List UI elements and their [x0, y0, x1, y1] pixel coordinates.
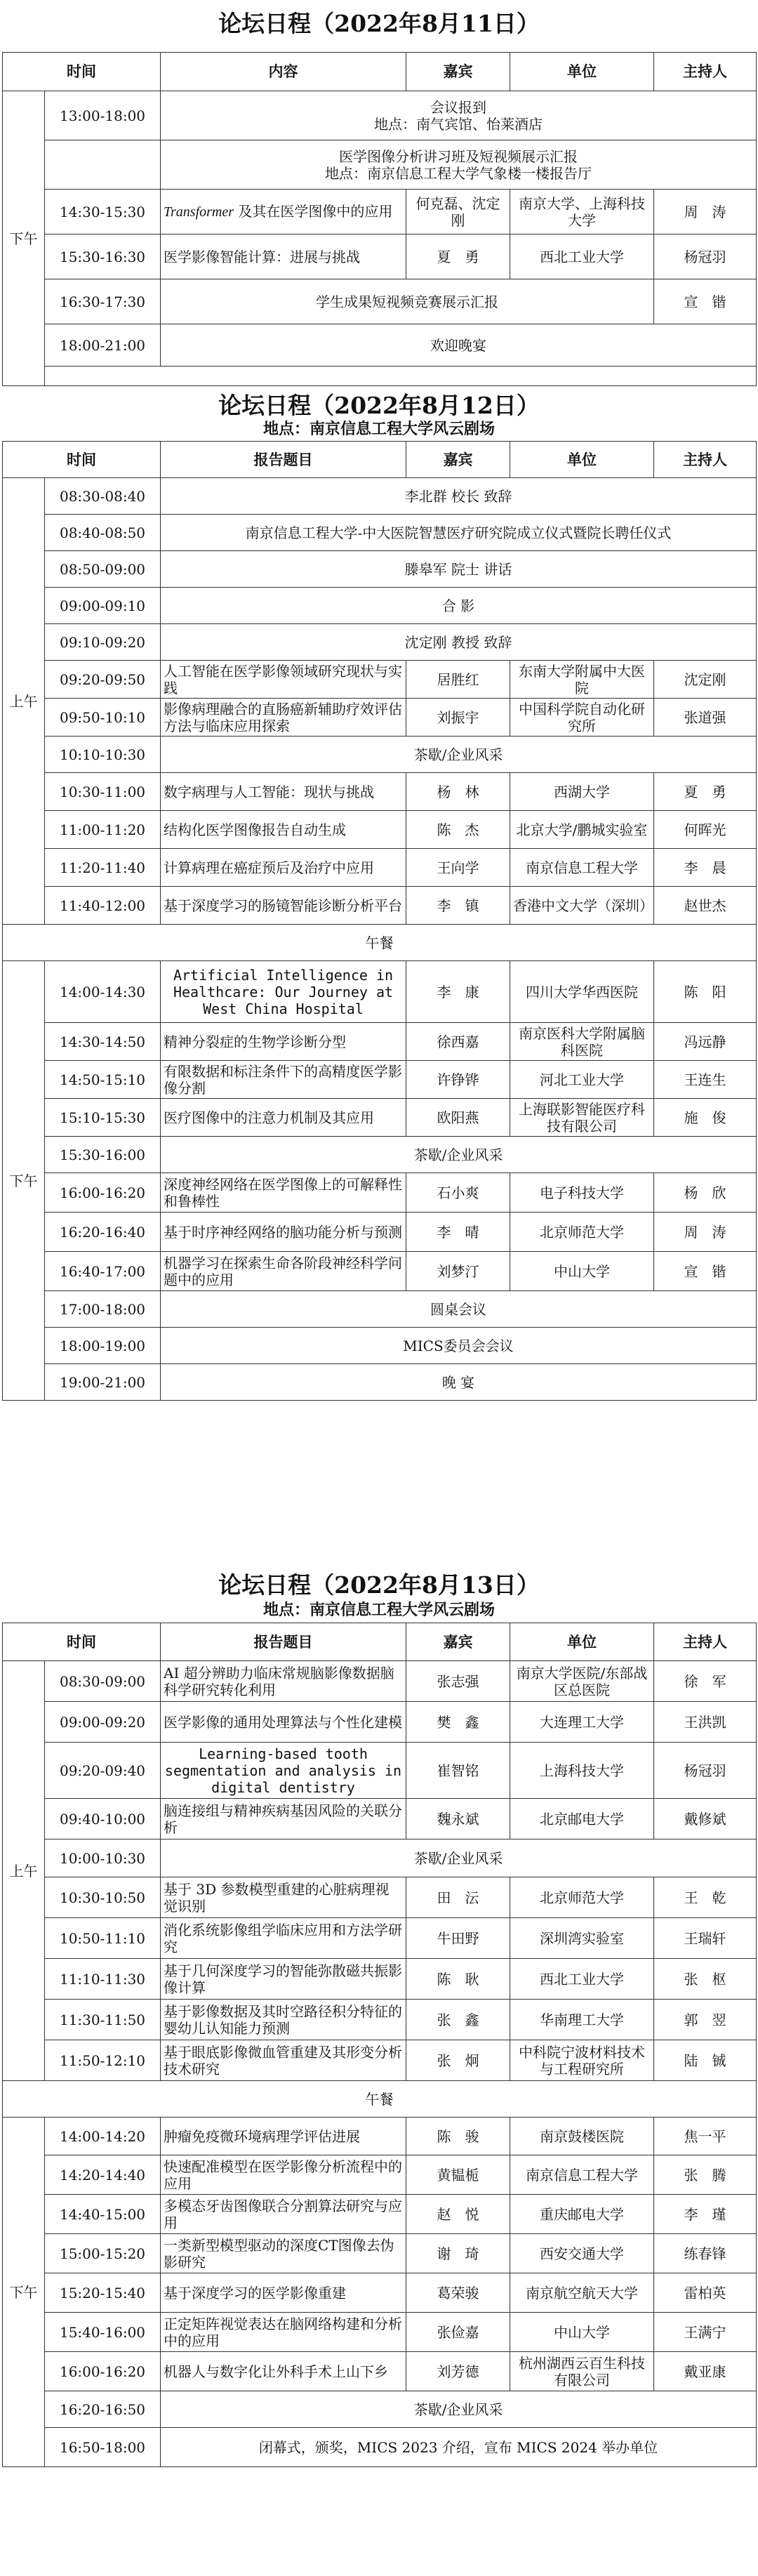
time-cell: 08:40-08:50	[45, 515, 161, 551]
host-cell: 陈 阳	[654, 961, 757, 1023]
table-row	[3, 2391, 757, 2428]
guest-cell: 李 康	[406, 961, 510, 1023]
host-cell: 宣 锴	[654, 279, 757, 324]
table-row	[3, 324, 757, 366]
host-cell: 张道强	[654, 699, 757, 737]
header-host: 主持人	[654, 1623, 757, 1661]
host-cell: 陆 铖	[654, 2040, 757, 2081]
period-label: 下午	[3, 2118, 45, 2467]
topic-line: Learning-based tooth	[199, 1745, 368, 1762]
host-cell: 郭 翌	[654, 2000, 757, 2040]
host-cell: 戴亚康	[654, 2352, 757, 2391]
topic-cell: 有限数据和标注条件下的高精度医学影像分割	[161, 1061, 406, 1099]
content-text: 及其在医学图像中的应用	[234, 203, 393, 220]
header-unit: 单位	[510, 53, 654, 91]
table-row	[3, 1213, 757, 1252]
table-row	[3, 2195, 757, 2234]
table-row	[3, 2234, 757, 2273]
topic-cell: 医疗图像中的注意力机制及其应用	[161, 1099, 406, 1137]
time-cell: 08:30-08:40	[45, 478, 161, 515]
topic-cell: 结构化医学图像报告自动生成	[161, 811, 406, 849]
day1-schedule-table	[2, 52, 757, 386]
unit-cell: 中科院宁波材料技术与工程研究所	[510, 2040, 654, 2081]
span-cell: 滕皋军 院士 讲话	[161, 551, 757, 588]
table-row	[3, 737, 757, 773]
guest-cell: 牛田野	[406, 1918, 510, 1959]
topic-line: digital dentistry	[211, 1778, 355, 1796]
lunch-row	[3, 2081, 757, 2118]
topic-cell: AI 超分辨助力临床常规脑影像数据脑科学研究转化利用	[161, 1661, 406, 1702]
time-cell: 09:00-09:20	[45, 1702, 161, 1743]
content-italic-text: Transformer	[164, 204, 234, 220]
time-cell: 11:20-11:40	[45, 849, 161, 887]
table-row	[3, 1099, 757, 1137]
day2-title: 论坛日程（2022年8月12日）	[218, 392, 540, 419]
span-cell: 茶歇/企业风采	[161, 1137, 757, 1173]
day3-title: 论坛日程（2022年8月13日）	[218, 1571, 540, 1599]
table-row	[3, 190, 757, 235]
time-cell: 15:40-16:00	[45, 2313, 161, 2352]
table-row	[3, 2313, 757, 2352]
unit-cell: 中山大学	[510, 2313, 654, 2352]
topic-cell: 肿瘤免疫微环境病理学评估进展	[161, 2118, 406, 2155]
table-row	[3, 235, 757, 279]
time-cell: 15:10-15:30	[45, 1099, 161, 1137]
time-cell: 09:50-10:10	[45, 699, 161, 737]
table-row	[3, 624, 757, 661]
host-cell: 王 乾	[654, 1877, 757, 1918]
topic-cell: 快速配准模型在医学影像分析流程中的应用	[161, 2155, 406, 2195]
table-row	[3, 1661, 757, 1702]
time-cell: 08:50-09:00	[45, 551, 161, 588]
topic-cell: 基于时序神经网络的脑功能分析与预测	[161, 1213, 406, 1252]
span-cell: 闭幕式，颁奖，MICS 2023 介绍，宣布 MICS 2024 举办单位	[161, 2428, 757, 2467]
unit-cell: 深圳湾实验室	[510, 1918, 654, 1959]
time-cell: 17:00-18:00	[45, 1291, 161, 1328]
header-host: 主持人	[654, 442, 757, 478]
header-host: 主持人	[654, 53, 757, 91]
day1-title: 论坛日程（2022年8月11日）	[218, 10, 540, 37]
table-row	[3, 2155, 757, 2195]
time-cell: 11:40-12:00	[45, 887, 161, 925]
guest-cell: 刘振宇	[406, 699, 510, 737]
time-cell: 09:00-09:10	[45, 588, 161, 624]
day3-schedule-table	[2, 1623, 757, 2467]
unit-cell: 上海联影智能医疗科技有限公司	[510, 1099, 654, 1137]
time-cell: 10:10-10:30	[45, 737, 161, 773]
topic-line: West China Hospital	[203, 1000, 364, 1017]
day2-schedule-table	[2, 441, 757, 1401]
time-cell: 10:50-11:10	[45, 1918, 161, 1959]
table-row	[3, 887, 757, 925]
host-cell: 沈定刚	[654, 661, 757, 699]
header-unit: 单位	[510, 1623, 654, 1661]
guest-cell: 王向学	[406, 849, 510, 887]
table-row	[3, 1918, 757, 1959]
host-cell: 杨 欣	[654, 1173, 757, 1213]
table-row	[3, 1291, 757, 1328]
host-cell: 王连生	[654, 1061, 757, 1099]
header-topic: 报告题目	[161, 1623, 406, 1661]
host-cell: 杨冠羽	[654, 1743, 757, 1799]
table-row	[3, 1799, 757, 1839]
span-cell: MICS委员会会议	[161, 1328, 757, 1364]
time-cell: 09:40-10:00	[45, 1799, 161, 1839]
time-cell: 16:00-16:20	[45, 1173, 161, 1213]
guest-cell: 刘梦汀	[406, 1252, 510, 1291]
time-cell: 18:00-19:00	[45, 1328, 161, 1364]
unit-cell: 北京师范大学	[510, 1877, 654, 1918]
table-row	[3, 1173, 757, 1213]
unit-cell: 西湖大学	[510, 773, 654, 811]
topic-cell: 医学影像的通用处理算法与个性化建模	[161, 1702, 406, 1743]
unit-cell: 上海科技大学	[510, 1743, 654, 1799]
time-cell: 10:00-10:30	[45, 1839, 161, 1877]
unit-cell: 香港中文大学（深圳）	[510, 887, 654, 925]
content-cell	[161, 91, 757, 140]
guest-cell: 陈 骏	[406, 2118, 510, 2155]
content-text: 医学图像分析讲习班及短视频展示汇报	[339, 147, 578, 165]
span-cell: 合 影	[161, 588, 757, 624]
day2-location: 地点：南京信息工程大学风云剧场	[262, 420, 495, 438]
span-cell: 圆桌会议	[161, 1291, 757, 1328]
topic-cell: 脑连接组与精神疾病基因风险的关联分析	[161, 1799, 406, 1839]
time-cell: 16:50-18:00	[45, 2428, 161, 2467]
time-cell: 15:30-16:00	[45, 1137, 161, 1173]
period-label: 下午	[3, 91, 45, 386]
guest-cell: 黄韫栀	[406, 2155, 510, 2195]
table-row	[3, 773, 757, 811]
table-row	[3, 961, 757, 1023]
time-cell: 11:00-11:20	[45, 811, 161, 849]
host-cell: 杨冠羽	[654, 235, 757, 279]
guest-cell: 居胜红	[406, 661, 510, 699]
host-cell: 周 涛	[654, 1213, 757, 1252]
period-label: 上午	[3, 1661, 45, 2081]
lunch-cell: 午餐	[3, 925, 757, 961]
time-cell	[45, 140, 161, 190]
unit-cell: 东南大学附属中大医院	[510, 661, 654, 699]
unit-cell: 北京邮电大学	[510, 1799, 654, 1839]
topic-cell: 计算病理在癌症预后及治疗中应用	[161, 849, 406, 887]
span-cell: 沈定刚 教授 致辞	[161, 624, 757, 661]
table-row	[3, 1137, 757, 1173]
time-cell: 16:00-16:20	[45, 2352, 161, 2391]
topic-cell: 正定矩阵视觉表达在脑网络构建和分析中的应用	[161, 2313, 406, 2352]
guest-cell: 李 镇	[406, 887, 510, 925]
header-content: 内容	[161, 53, 406, 91]
unit-cell: 西安交通大学	[510, 2234, 654, 2273]
topic-cell: 人工智能在医学影像领域研究现状与实践	[161, 661, 406, 699]
table-row	[3, 2118, 757, 2155]
lunch-row	[3, 925, 757, 961]
time-cell: 14:00-14:20	[45, 2118, 161, 2155]
time-cell: 08:30-09:00	[45, 1661, 161, 1702]
location-text: 地点：南气宾馆、怡莱酒店	[374, 115, 543, 133]
empty-cell	[45, 366, 757, 386]
content-cell	[161, 190, 406, 235]
guest-cell: 赵 悦	[406, 2195, 510, 2234]
table-row	[3, 366, 757, 386]
guest-cell: 魏永斌	[406, 1799, 510, 1839]
table-row	[3, 1959, 757, 2000]
topic-line: segmentation and analysis in	[164, 1762, 402, 1779]
guest-cell: 夏 勇	[406, 235, 510, 279]
guest-cell: 张 鑫	[406, 2000, 510, 2040]
time-cell: 14:30-14:50	[45, 1023, 161, 1061]
topic-cell: 数字病理与人工智能：现状与挑战	[161, 773, 406, 811]
guest-cell: 樊 鑫	[406, 1702, 510, 1743]
day1-header-row	[3, 53, 757, 91]
time-cell: 13:00-18:00	[45, 91, 161, 140]
host-cell: 宣 锴	[654, 1252, 757, 1291]
header-guest: 嘉宾	[406, 53, 510, 91]
table-row	[3, 1061, 757, 1099]
time-cell: 14:40-15:00	[45, 2195, 161, 2234]
time-cell: 14:00-14:30	[45, 961, 161, 1023]
period-label: 下午	[3, 961, 45, 1401]
time-cell: 16:30-17:30	[45, 279, 161, 324]
time-cell: 16:40-17:00	[45, 1252, 161, 1291]
span-cell: 李北群 校长 致辞	[161, 478, 757, 515]
host-cell: 冯远静	[654, 1023, 757, 1061]
host-cell: 王洪凯	[654, 1702, 757, 1743]
host-cell: 雷柏英	[654, 2273, 757, 2313]
table-row	[3, 1328, 757, 1364]
topic-cell	[161, 961, 406, 1023]
topic-cell: 基于影像数据及其时空路径积分特征的婴幼儿认知能力预测	[161, 2000, 406, 2040]
table-row	[3, 1023, 757, 1061]
time-cell: 16:20-16:50	[45, 2391, 161, 2428]
table-row	[3, 661, 757, 699]
table-row	[3, 1877, 757, 1918]
table-row	[3, 811, 757, 849]
time-cell: 10:30-10:50	[45, 1877, 161, 1918]
topic-cell: 基于几何深度学习的智能弥散磁共振影像计算	[161, 1959, 406, 2000]
content-text: 会议报到	[430, 98, 486, 116]
time-cell: 09:10-09:20	[45, 624, 161, 661]
topic-line: Artificial Intelligence in	[173, 966, 394, 984]
topic-cell: 基于 3D 参数模型重建的心脏病理视觉识别	[161, 1877, 406, 1918]
unit-cell: 中国科学院自动化研究所	[510, 699, 654, 737]
guest-cell: 石小爽	[406, 1173, 510, 1213]
topic-cell: 机器人与数字化让外科手术上山下乡	[161, 2352, 406, 2391]
host-cell: 赵世杰	[654, 887, 757, 925]
guest-cell: 许铮铧	[406, 1061, 510, 1099]
guest-cell: 张俭嘉	[406, 2313, 510, 2352]
topic-cell: 多模态牙齿图像联合分割算法研究与应用	[161, 2195, 406, 2234]
unit-cell: 杭州湖西云百生科技有限公司	[510, 2352, 654, 2391]
time-cell: 18:00-21:00	[45, 324, 161, 366]
time-cell: 15:00-15:20	[45, 2234, 161, 2273]
host-cell: 张 枢	[654, 1959, 757, 2000]
day3-location: 地点：南京信息工程大学风云剧场	[262, 1601, 495, 1619]
table-row	[3, 1702, 757, 1743]
table-row	[3, 1839, 757, 1877]
table-row	[3, 551, 757, 588]
time-cell: 11:50-12:10	[45, 2040, 161, 2081]
host-cell: 张 腾	[654, 2155, 757, 2195]
header-topic: 报告题目	[161, 442, 406, 478]
topic-cell: 基于眼底影像微血管重建及其形变分析技术研究	[161, 2040, 406, 2081]
topic-cell	[161, 1743, 406, 1799]
time-cell: 14:20-14:40	[45, 2155, 161, 2195]
unit-cell: 南京信息工程大学	[510, 849, 654, 887]
table-row	[3, 2273, 757, 2313]
span-cell: 茶歇/企业风采	[161, 2391, 757, 2428]
table-row	[3, 1743, 757, 1799]
period-label: 上午	[3, 478, 45, 925]
guest-cell: 李 晴	[406, 1213, 510, 1252]
time-cell: 09:20-09:40	[45, 1743, 161, 1799]
unit-cell: 华南理工大学	[510, 2000, 654, 2040]
unit-cell: 南京信息工程大学	[510, 2155, 654, 2195]
host-cell: 王瑞轩	[654, 1918, 757, 1959]
host-cell: 周 涛	[654, 190, 757, 235]
table-row	[3, 515, 757, 551]
topic-cell: 精神分裂症的生物学诊断分型	[161, 1023, 406, 1061]
time-cell: 10:30-11:00	[45, 773, 161, 811]
content-cell: 欢迎晚宴	[161, 324, 757, 366]
topic-cell: 基于深度学习的医学影像重建	[161, 2273, 406, 2313]
topic-cell: 消化系统影像组学临床应用和方法学研究	[161, 1918, 406, 1959]
host-cell: 练春锋	[654, 2234, 757, 2273]
table-row	[3, 1252, 757, 1291]
table-row	[3, 849, 757, 887]
time-cell: 16:20-16:40	[45, 1213, 161, 1252]
host-cell: 李 瑾	[654, 2195, 757, 2234]
time-cell: 19:00-21:00	[45, 1364, 161, 1401]
host-cell: 王满宁	[654, 2313, 757, 2352]
host-cell: 徐 军	[654, 1661, 757, 1702]
unit-cell: 四川大学华西医院	[510, 961, 654, 1023]
span-cell: 茶歇/企业风采	[161, 737, 757, 773]
table-row	[3, 2000, 757, 2040]
unit-cell: 北京大学/鹏城实验室	[510, 811, 654, 849]
topic-cell: 深度神经网络在医学图像上的可解释性和鲁棒性	[161, 1173, 406, 1213]
guest-cell: 陈 杰	[406, 811, 510, 849]
table-row	[3, 2040, 757, 2081]
table-row	[3, 91, 757, 140]
unit-cell: 西北工业大学	[510, 235, 654, 279]
header-time: 时间	[3, 53, 161, 91]
host-cell: 施 俊	[654, 1099, 757, 1137]
host-cell: 焦一平	[654, 2118, 757, 2155]
guest-cell: 陈 耿	[406, 1959, 510, 2000]
guest-cell: 张 炯	[406, 2040, 510, 2081]
unit-cell: 南京大学、上海科技大学	[510, 190, 654, 235]
host-cell: 戴修斌	[654, 1799, 757, 1839]
host-cell: 何晖光	[654, 811, 757, 849]
topic-cell: 一类新型模型驱动的深度CT图像去伪影研究	[161, 2234, 406, 2273]
guest-cell: 葛荣骏	[406, 2273, 510, 2313]
span-cell: 南京信息工程大学-中大医院智慧医疗研究院成立仪式暨院长聘任仪式	[161, 515, 757, 551]
header-unit: 单位	[510, 442, 654, 478]
host-cell: 夏 勇	[654, 773, 757, 811]
table-row	[3, 279, 757, 324]
unit-cell: 南京大学医院/东部战区总医院	[510, 1661, 654, 1702]
guest-cell: 何克磊、沈定刚	[406, 190, 510, 235]
unit-cell: 南京医科大学附属脑科医院	[510, 1023, 654, 1061]
header-time: 时间	[3, 1623, 161, 1661]
time-cell: 11:30-11:50	[45, 2000, 161, 2040]
guest-cell: 刘芳德	[406, 2352, 510, 2391]
unit-cell: 南京鼓楼医院	[510, 2118, 654, 2155]
content-cell: 医学影像智能计算：进展与挑战	[161, 235, 406, 279]
table-row	[3, 2352, 757, 2391]
guest-cell: 崔智铭	[406, 1743, 510, 1799]
unit-cell: 中山大学	[510, 1252, 654, 1291]
guest-cell: 谢 琦	[406, 2234, 510, 2273]
time-cell: 14:30-15:30	[45, 190, 161, 235]
table-row	[3, 1364, 757, 1401]
table-row	[3, 588, 757, 624]
location-text: 地点：南京信息工程大学气象楼一楼报告厅	[325, 164, 592, 182]
topic-cell: 影像病理融合的直肠癌新辅助疗效评估方法与临床应用探索	[161, 699, 406, 737]
guest-cell: 欧阳燕	[406, 1099, 510, 1137]
content-cell	[161, 140, 757, 190]
time-cell: 14:50-15:10	[45, 1061, 161, 1099]
unit-cell: 大连理工大学	[510, 1702, 654, 1743]
topic-cell: 机器学习在探索生命各阶段神经科学问题中的应用	[161, 1252, 406, 1291]
time-cell: 09:20-09:50	[45, 661, 161, 699]
table-row	[3, 140, 757, 190]
unit-cell: 北京师范大学	[510, 1213, 654, 1252]
span-cell: 茶歇/企业风采	[161, 1839, 757, 1877]
time-cell: 11:10-11:30	[45, 1959, 161, 2000]
unit-cell: 电子科技大学	[510, 1173, 654, 1213]
unit-cell: 南京航空航天大学	[510, 2273, 654, 2313]
topic-cell: 基于深度学习的肠镜智能诊断分析平台	[161, 887, 406, 925]
table-row	[3, 478, 757, 515]
guest-cell: 张志强	[406, 1661, 510, 1702]
guest-cell: 徐西嘉	[406, 1023, 510, 1061]
table-row	[3, 699, 757, 737]
day3-header-row	[3, 1623, 757, 1661]
unit-cell: 西北工业大学	[510, 1959, 654, 2000]
span-cell: 晚 宴	[161, 1364, 757, 1401]
unit-cell: 河北工业大学	[510, 1061, 654, 1099]
guest-cell: 田 沄	[406, 1877, 510, 1918]
content-cell: 学生成果短视频竞赛展示汇报	[161, 279, 654, 324]
unit-cell: 重庆邮电大学	[510, 2195, 654, 2234]
topic-line: Healthcare: Our Journey at	[173, 983, 394, 1000]
host-cell: 李 晨	[654, 849, 757, 887]
day2-header-row	[3, 442, 757, 478]
time-cell: 15:20-15:40	[45, 2273, 161, 2313]
header-guest: 嘉宾	[406, 1623, 510, 1661]
guest-cell: 杨 林	[406, 773, 510, 811]
time-cell: 15:30-16:30	[45, 235, 161, 279]
table-row	[3, 2428, 757, 2467]
header-guest: 嘉宾	[406, 442, 510, 478]
lunch-cell: 午餐	[3, 2081, 757, 2118]
header-time: 时间	[3, 442, 161, 478]
